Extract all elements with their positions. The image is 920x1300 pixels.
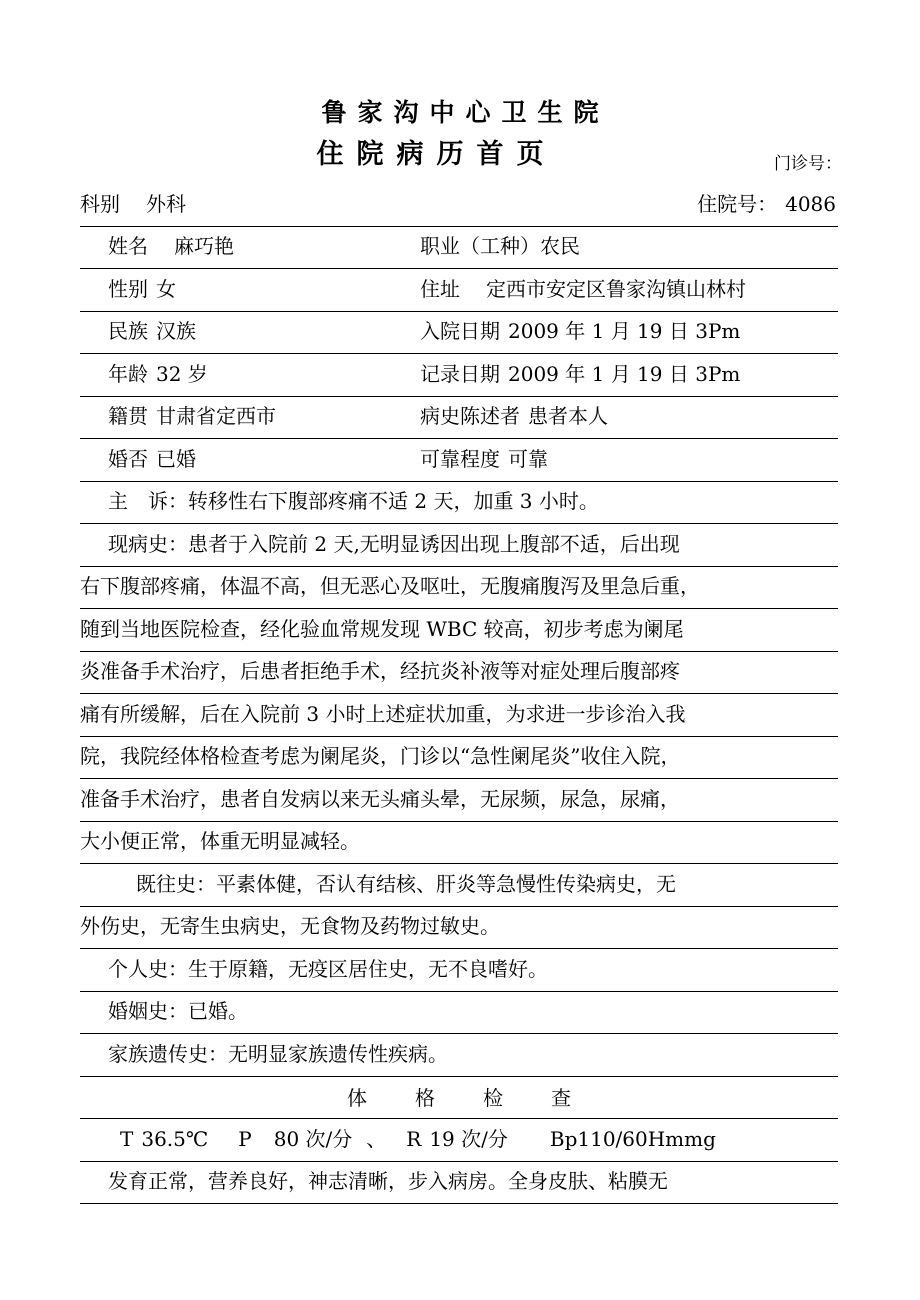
present-illness-line: 痛有所缓解，后在入院前 3 小时上述症状加重，为求进一步诊治入我	[80, 701, 686, 726]
row-physical-exam-heading	[80, 1077, 838, 1120]
native-place-value: 甘肃省定西市	[156, 404, 276, 428]
record-date-field	[420, 355, 740, 393]
row-present-illness-4	[80, 652, 838, 695]
gender-field	[108, 270, 176, 308]
general-appearance-line: 发育正常，营养良好，神志清晰，步入病房。全身皮肤、粘膜无	[108, 1169, 668, 1193]
ethnicity-value: 汉族	[156, 319, 196, 343]
occupation-field	[420, 227, 580, 265]
row-present-illness-1	[80, 524, 838, 567]
row-ethnicity-admitdate	[80, 312, 838, 355]
admission-number-value: 4086	[785, 191, 836, 216]
present-illness-line: 炎准备手术治疗，后患者拒绝手术，经抗炎补液等对症处理后腹部疼	[80, 659, 680, 683]
pulse-label: P	[238, 1126, 252, 1151]
present-illness-line: 准备手术治疗，患者自发病以来无头痛头晕，无尿频，尿急，尿痛，	[80, 786, 680, 811]
row-vitals	[80, 1119, 838, 1162]
marital-history-line: 婚姻史：已婚。	[108, 999, 248, 1023]
native-place-field	[108, 397, 276, 435]
row-chief-complaint	[80, 482, 838, 525]
physical-exam-heading: 体 格 检 查	[347, 1085, 585, 1110]
marital-value: 已婚	[156, 446, 196, 471]
ethnicity-field	[108, 312, 196, 350]
reliability-value: 可靠	[508, 446, 548, 471]
reliability-field	[420, 440, 548, 478]
admission-number-field	[697, 185, 836, 223]
chief-complaint-text: 转移性右下腹部疼痛不适 2 天，加重 3 小时。	[188, 489, 599, 513]
admission-number-label: 住院号：	[697, 191, 778, 216]
record-body	[80, 176, 838, 1204]
admission-date-field	[420, 312, 740, 350]
admission-date-label: 入院日期	[420, 319, 500, 343]
row-department	[80, 184, 838, 227]
name-label: 姓名	[108, 234, 148, 258]
marital-label: 婚否	[108, 446, 148, 471]
row-nativeplace-historian	[80, 397, 838, 440]
name-field	[108, 227, 234, 265]
respiration-value: 19 次/分	[429, 1126, 508, 1151]
document-header	[0, 0, 920, 176]
address-field	[420, 270, 746, 308]
blood-pressure-value: Bp110/60Hmmg	[549, 1126, 716, 1151]
row-present-illness-7	[80, 779, 838, 822]
family-history-line: 家族遗传史：无明显家族遗传性疾病。	[108, 1041, 448, 1066]
department-label: 科别	[80, 191, 120, 216]
row-present-illness-3	[80, 609, 838, 652]
present-illness-line: 院，我院经体格检查考虑为阑尾炎，门诊以“急性阑尾炎”收住入院，	[80, 744, 681, 768]
row-present-illness-2	[80, 567, 838, 610]
past-history-line: 外伤史，无寄生虫病史，无食物及药物过敏史。	[80, 914, 500, 938]
gender-value: 女	[156, 276, 176, 301]
row-marital-reliability	[80, 439, 838, 482]
address-value: 定西市安定区鲁家沟镇山林村	[486, 276, 746, 301]
row-general-appearance	[80, 1162, 838, 1205]
occupation-value: 农民	[540, 234, 580, 258]
vitals-field	[120, 1120, 716, 1158]
reliability-label: 可靠程度	[420, 446, 500, 471]
historian-value: 患者本人	[528, 404, 608, 428]
document-title-row	[0, 136, 920, 176]
row-name-occupation	[80, 227, 838, 270]
department-value: 外科	[146, 191, 186, 216]
row-gender-address	[80, 269, 838, 312]
marital-field	[108, 440, 196, 478]
row-personal-history	[80, 949, 838, 992]
row-family-history	[80, 1034, 838, 1077]
row-marital-history	[80, 992, 838, 1035]
native-place-label: 籍贯	[108, 404, 148, 428]
chief-complaint-field	[108, 482, 599, 520]
age-value: 32 岁	[156, 361, 208, 386]
row-present-illness-5	[80, 694, 838, 737]
present-illness-line: 大小便正常，体重无明显减轻。	[80, 829, 360, 853]
respiration-label: R	[406, 1126, 422, 1151]
age-field	[108, 355, 208, 393]
pulse-value: 80 次/分	[273, 1126, 353, 1151]
age-label: 年龄	[108, 361, 148, 386]
occupation-label: 职业（工种）	[420, 234, 540, 258]
temperature-label: T	[120, 1126, 134, 1151]
temperature-value: 36.5℃	[141, 1126, 209, 1151]
past-history-line: 既往史：平素体健，否认有结核、肝炎等急慢性传染病史，无	[136, 871, 676, 896]
record-date-label: 记录日期	[420, 361, 500, 386]
department-field	[80, 185, 186, 223]
row-present-illness-6	[80, 737, 838, 780]
row-past-history-1	[80, 864, 838, 907]
admission-date-value: 2009 年 1 月 19 日 3Pm	[508, 319, 741, 343]
gender-label: 性别	[108, 276, 148, 301]
name-value: 麻巧艳	[174, 234, 234, 258]
ethnicity-label: 民族	[108, 319, 148, 343]
address-label: 住址	[420, 276, 460, 301]
document-title: 住院病历首页	[316, 139, 557, 170]
historian-field	[420, 397, 608, 435]
historian-label: 病史陈述者	[420, 404, 520, 428]
present-illness-line: 现病史：患者于入院前 2 天,无明显诱因出现上腹部不适，后出现	[108, 531, 680, 556]
present-illness-line: 右下腹部疼痛，体温不高，但无恶心及呕吐，无腹痛腹泻及里急后重，	[80, 574, 700, 598]
row-present-illness-8	[80, 822, 838, 865]
personal-history-line: 个人史：生于原籍，无疫区居住史，无不良嗜好。	[108, 956, 548, 981]
outpatient-number-label: 门诊号：	[774, 154, 842, 174]
present-illness-line: 随到当地医院检查，经化验血常规发现 WBC 较高，初步考虑为阑尾	[80, 616, 684, 641]
hospital-name: 鲁家沟中心卫生院	[321, 98, 610, 127]
record-date-value: 2009 年 1 月 19 日 3Pm	[508, 361, 741, 386]
vitals-separator: 、	[366, 1126, 387, 1151]
row-past-history-2	[80, 907, 838, 950]
chief-complaint-label: 主 诉：	[108, 489, 188, 513]
row-age-recorddate	[80, 354, 838, 397]
